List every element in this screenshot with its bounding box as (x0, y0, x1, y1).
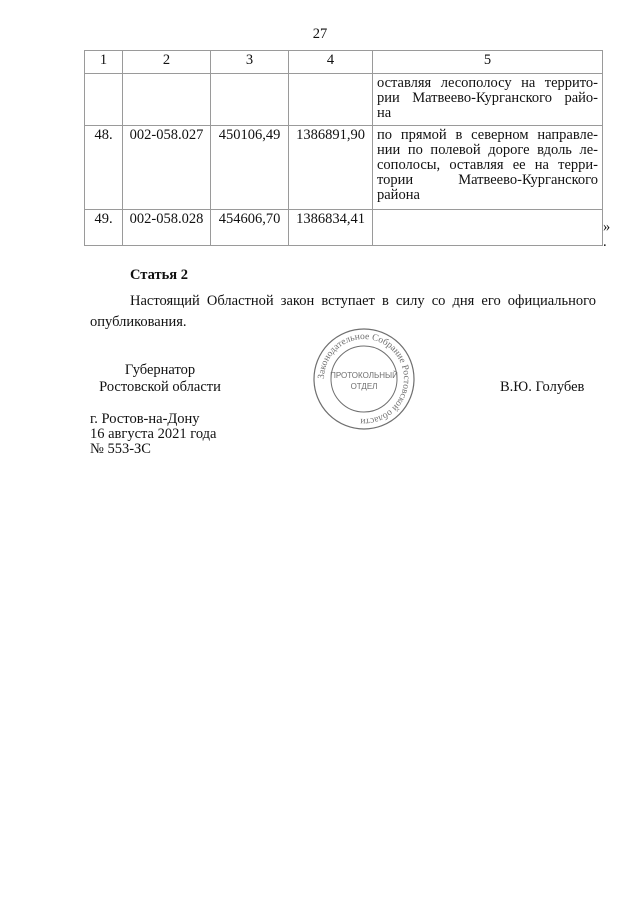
header-cell: 3 (211, 51, 289, 74)
closing-quote (603, 220, 610, 250)
coord-x: 454606,70 (211, 210, 289, 246)
signatory-name: В.Ю. Голубев (500, 379, 585, 395)
description-line: района (377, 187, 420, 203)
description-line: тории Матвеево-Курганского (377, 172, 598, 188)
row-number: 49. (85, 210, 123, 246)
coord-y: 1386891,90 (289, 126, 373, 210)
stamp-seal (312, 327, 416, 431)
row-description (373, 126, 603, 210)
city: г. Ростов-на-Дону (90, 411, 200, 427)
signatory-title (90, 362, 230, 396)
place-date-block (90, 412, 216, 457)
header-cell: 5 (373, 51, 603, 74)
article-title: Статья 2 (130, 267, 188, 283)
description-line: по прямой в северном направле- (377, 127, 598, 143)
closing-dot: . (603, 234, 607, 250)
coordinates-table (84, 50, 603, 246)
table-row (85, 126, 603, 210)
signatory-title-line: Губернатор (124, 362, 196, 378)
closing-quote-mark: » (603, 219, 611, 235)
law-number: № 553-ЗС (90, 441, 151, 457)
description-line: рии Матвеево-Курганского райо- (377, 90, 598, 106)
row-description (373, 210, 603, 246)
header-cell: 2 (123, 51, 211, 74)
table-header-row (85, 51, 603, 74)
table-row (85, 210, 603, 246)
row-number (85, 74, 123, 126)
coord-y: 1386834,41 (289, 210, 373, 246)
description-line: на (377, 105, 392, 121)
seal-inner-line2: ОТДЕЛ (350, 382, 378, 391)
description-line: оставляя лесополосу на террито- (377, 75, 598, 91)
point-code: 002-058.028 (123, 210, 211, 246)
date: 16 августа 2021 года (90, 426, 217, 442)
description-line: сополосы, оставляя ее на терри- (377, 157, 598, 173)
table-row (85, 74, 603, 126)
row-number: 48. (85, 126, 123, 210)
signatory-title-line: Ростовской области (99, 379, 221, 395)
coord-x (211, 74, 289, 126)
coord-x: 450106,49 (211, 126, 289, 210)
coord-y (289, 74, 373, 126)
seal-outer-text: Законодательное Собрание Ростовской области (316, 331, 412, 427)
point-code (123, 74, 211, 126)
article-text: Настоящий Областной закон вступает в силу со дня его официального опубликования. (90, 293, 596, 330)
description-line: нии по полевой дороге вдоль ле- (377, 142, 598, 158)
header-cell: 1 (85, 51, 123, 74)
header-cell: 4 (289, 51, 373, 74)
page-number: 27 (312, 26, 328, 42)
seal-inner-line1: ПРОТОКОЛЬНЫЙ (330, 371, 398, 380)
row-description (373, 74, 603, 126)
point-code: 002-058.027 (123, 126, 211, 210)
